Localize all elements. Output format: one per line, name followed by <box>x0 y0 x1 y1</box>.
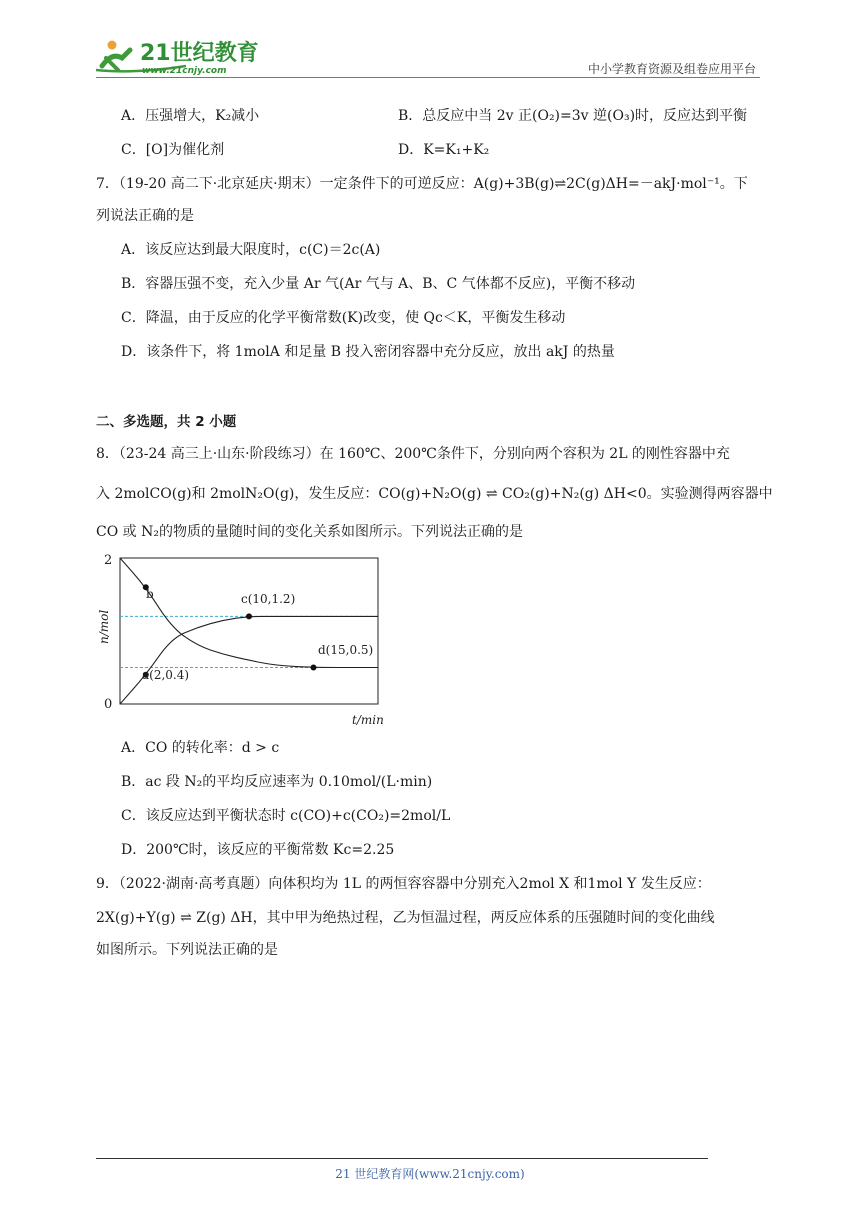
q9-stem-line3: 如图所示。下列说法正确的是 <box>96 942 278 958</box>
q9-stem-line2: 2X(g)+Y(g) ⇌ Z(g) ΔH，其中甲为绝热过程，乙为恒温过程，两反应体系的压强随时间的变化曲线 <box>96 910 715 926</box>
q7-option-b: B．容器压强不变，充入少量 Ar 气(Ar 气与 A、B、C 气体都不反应)，平衡不移动 <box>121 276 636 292</box>
svg-text:21世纪教育: 21世纪教育 <box>140 41 259 66</box>
point-label-a: a(2,0.4) <box>142 668 190 682</box>
point-label-c: c(10,1.2) <box>241 592 296 606</box>
point-c <box>246 613 252 619</box>
q8-chart <box>96 548 396 728</box>
logo-21cnjy <box>96 36 266 76</box>
footer-link[interactable]: 21 世纪教育网(www.21cnjy.com) <box>335 1167 525 1181</box>
q7-option-c: C．降温，由于反应的化学平衡常数(K)改变，使 Qc＜K，平衡发生移动 <box>121 310 566 326</box>
footer-divider <box>96 1158 708 1159</box>
q8-option-a: A．CO 的转化率：d > c <box>121 740 280 756</box>
q6-option-c: C．[O]为催化剂 <box>121 142 225 158</box>
q8-option-c: C．该反应达到平衡状态时 c(CO)+c(CO₂)=2mol/L <box>121 808 451 824</box>
point-label-d: d(15,0.5) <box>318 643 374 657</box>
section-heading-multi-choice: 二、多选题，共 2 小题 <box>96 414 237 430</box>
y-axis-label: n/mol <box>97 609 111 644</box>
page-header <box>96 34 760 80</box>
point-label-b: b <box>146 587 154 601</box>
q8-option-d: D．200℃时，该反应的平衡常数 Kc=2.25 <box>121 842 395 858</box>
q8-stem-line2: 入 2molCO(g)和 2molN₂O(g)，发生反应：CO(g)+N₂O(g) ⇌ CO₂(g)+N₂(g) ΔH<0。实验测得两容器中 <box>96 486 773 502</box>
y-tick-top: 2 <box>104 553 113 568</box>
q8-option-b: B．ac 段 N₂的平均反应速率为 0.10mol/(L·min) <box>121 774 433 790</box>
svg-text:www.21cnjy.com: www.21cnjy.com <box>142 66 227 76</box>
q7-option-d: D．该条件下，将 1molA 和足量 B 投入密闭容器中充分反应，放出 akJ 的热量 <box>121 344 615 360</box>
platform-title: 中小学教育资源及组卷应用平台 <box>587 62 756 76</box>
q7-stem-line1: 7．（19-20 高二下·北京延庆·期末）一定条件下的可逆反应：A(g)+3B(g)⇌2C(g)ΔH=－akJ·mol⁻¹。下 <box>96 176 748 192</box>
q6-option-a: A．压强增大，K₂减小 <box>121 108 260 124</box>
q7-option-a: A．该反应达到最大限度时，c(C)＝2c(A) <box>121 242 381 258</box>
q8-stem-line1: 8．（23-24 高三上·山东·阶段练习）在 160℃、200℃条件下，分别向两个容积为 2L 的刚性容器中充 <box>96 446 730 462</box>
chart-frame <box>120 558 378 704</box>
q6-option-b: B．总反应中当 2v 正(O₂)=3v 逆(O₃)时，反应达到平衡 <box>398 108 748 124</box>
x-axis-label: t/min <box>352 713 384 727</box>
q7-stem-line2: 列说法正确的是 <box>96 208 194 224</box>
q9-stem-line1: 9．（2022·湖南·高考真题）向体积均为 1L 的两恒容容器中分别充入2mol X 和1mol Y 发生反应： <box>96 876 711 892</box>
origin-label: 0 <box>104 697 113 712</box>
header-divider <box>96 77 760 78</box>
point-d <box>311 665 317 671</box>
q6-option-d: D．K=K₁+K₂ <box>398 142 490 158</box>
q8-stem-line3: CO 或 N₂的物质的量随时间的变化关系如图所示。下列说法正确的是 <box>96 524 523 540</box>
